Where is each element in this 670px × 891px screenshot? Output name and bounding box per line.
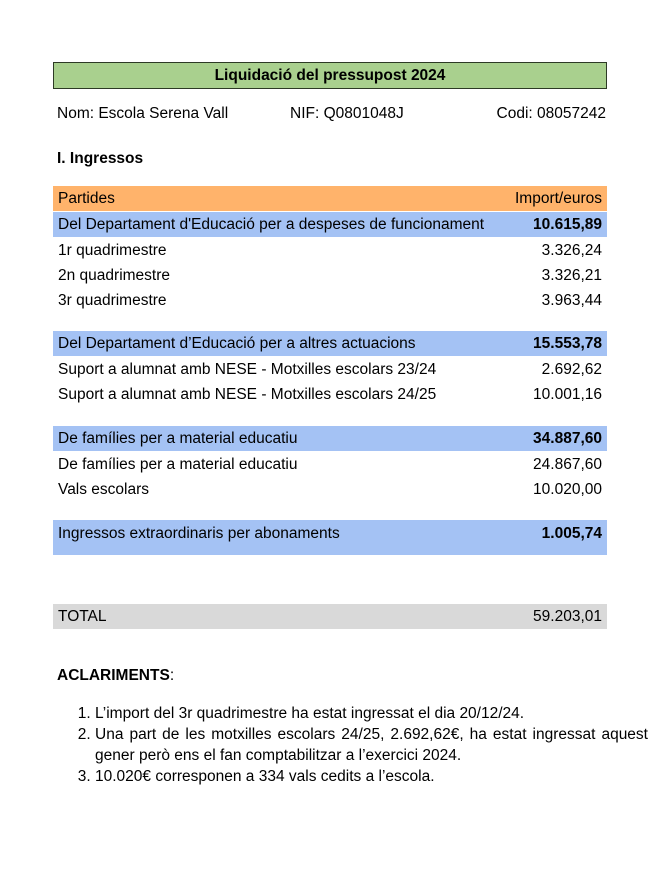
group-total: 15.553,78 xyxy=(533,335,602,352)
row-label: De famílies per a material educatiu xyxy=(58,456,298,473)
row-value: 3.963,44 xyxy=(541,292,602,309)
notes-colon: : xyxy=(169,667,175,684)
row-label: 3r quadrimestre xyxy=(58,292,167,309)
group-label: Del Departament d’Educació per a altres actuacions xyxy=(58,335,416,352)
group-label: De famílies per a material educatiu xyxy=(58,430,298,447)
notes-heading-text: ACLARIMENTS xyxy=(57,667,170,684)
row-label: Vals escolars xyxy=(58,481,150,498)
note-item: 1. L’import del 3r quadrimestre ha estat ingressat el dia 20/12/24. xyxy=(95,703,648,724)
row-value: 3.326,21 xyxy=(541,267,602,284)
table-row xyxy=(53,477,607,502)
table-row xyxy=(53,263,607,288)
row-label: 1r quadrimestre xyxy=(58,242,167,259)
table-row xyxy=(53,288,607,313)
row-value: 24.867,60 xyxy=(533,456,602,473)
group-total: 1.005,74 xyxy=(541,525,602,542)
total-value: 59.203,01 xyxy=(533,608,602,625)
row-value: 10.020,00 xyxy=(533,481,602,498)
table-row xyxy=(53,238,607,263)
row-value: 3.326,24 xyxy=(541,242,602,259)
table-row xyxy=(53,382,607,407)
group-row xyxy=(53,426,607,451)
row-label: Suport a alumnat amb NESE - Motxilles escolars 24/25 xyxy=(58,386,437,403)
total-label: TOTAL xyxy=(58,608,107,625)
note-item: 3. 10.020€ corresponen a 334 vals cedits a l’escola. xyxy=(95,766,648,787)
row-label: 2n quadrimestre xyxy=(58,267,171,284)
school-name: Nom: Escola Serena Vall xyxy=(57,105,229,122)
group-row xyxy=(53,212,607,237)
row-label: Suport a alumnat amb NESE - Motxilles escolars 23/24 xyxy=(58,361,437,378)
table-row xyxy=(53,357,607,382)
school-nif: NIF: Q0801048J xyxy=(290,105,404,122)
notes-list xyxy=(57,703,648,787)
note-item: 2. Una part de les motxilles escolars 24/25, 2.692,62€, ha estat ingressat aquest gener però ens el fan comptabilitzar a l’exercici 2024. xyxy=(95,724,648,766)
section-heading: I. Ingressos xyxy=(57,150,144,167)
row-value: 10.001,16 xyxy=(533,386,602,403)
group-row xyxy=(53,520,607,555)
header-partides: Partides xyxy=(58,190,115,207)
group-row xyxy=(53,331,607,356)
document-title: Liquidació del pressupost 2024 xyxy=(53,62,607,89)
group-label: Ingressos extraordinaris per abonaments xyxy=(58,525,340,542)
notes-heading xyxy=(57,667,174,685)
table-header xyxy=(53,186,607,211)
header-import: Import/euros xyxy=(514,190,602,207)
table-row xyxy=(53,452,607,477)
total-row xyxy=(53,604,607,629)
group-total: 34.887,60 xyxy=(533,430,602,447)
group-total: 10.615,89 xyxy=(533,216,602,233)
school-code: Codi: 08057242 xyxy=(496,105,606,122)
group-label: Del Departament d'Educació per a despeses de funcionament xyxy=(58,216,485,233)
row-value: 2.692,62 xyxy=(541,361,602,378)
